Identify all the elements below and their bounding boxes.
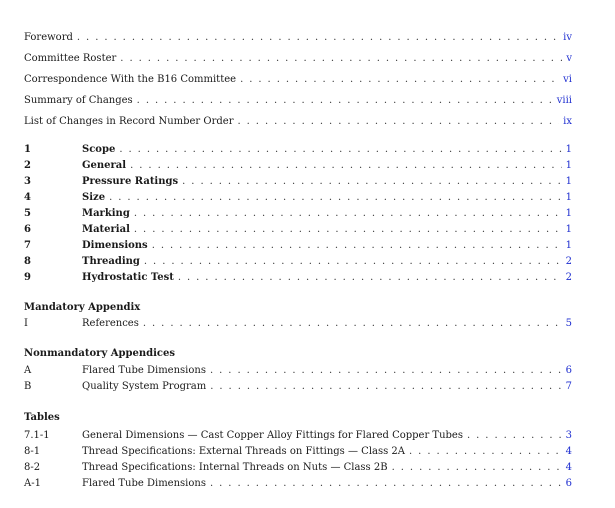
leader-dots [134,207,562,220]
entry-page-link[interactable]: iv [563,32,572,43]
leader-dots [409,445,562,458]
section-page-link[interactable]: 1 [565,176,572,187]
section-number: 2 [24,160,31,171]
toc-entry-committee-roster[interactable] [24,52,572,65]
toc-entry-list-of-changes[interactable] [24,115,572,128]
toc-table-7-1-1[interactable] [24,429,572,442]
appendix-label: Flared Tube Dimensions [82,365,206,376]
leader-dots [152,239,562,252]
appendix-page-link[interactable]: 7 [565,381,572,392]
table-number: 7.1-1 [24,430,50,441]
table-label: Thread Specifications: Internal Threads on Nuts — Class 2B [82,462,388,473]
leader-dots [210,364,562,377]
section-label: Dimensions [82,240,148,251]
toc-section-7[interactable] [24,239,572,252]
table-number: 8-1 [24,446,41,457]
entry-label: List of Changes in Record Number Order [24,116,234,127]
leader-dots [130,159,562,172]
appendix-label: References [82,318,139,329]
toc-section-4[interactable] [24,191,572,204]
toc-section-8[interactable] [24,255,572,268]
appendix-number: B [24,381,32,392]
section-page-link[interactable]: 1 [565,224,572,235]
section-label: Scope [82,144,116,155]
table-page-link[interactable]: 6 [565,478,572,489]
mandatory-appendix-heading: Mandatory Appendix [24,302,141,313]
table-page-link[interactable]: 4 [565,446,572,457]
appendix-page-link[interactable]: 6 [565,365,572,376]
toc-section-9[interactable] [24,271,572,284]
leader-dots [143,317,562,330]
section-label: Size [82,192,106,203]
entry-label: Summary of Changes [24,95,133,106]
leader-dots [178,271,562,284]
leader-dots [144,255,562,268]
appendix-number: I [24,318,28,329]
table-page-link[interactable]: 3 [565,430,572,441]
section-page-link[interactable]: 1 [565,240,572,251]
leader-dots [210,380,561,393]
tables-heading: Tables [24,412,60,423]
section-label: Marking [82,208,130,219]
leader-dots [392,461,562,474]
table-number: 8-2 [24,462,41,473]
table-label: Thread Specifications: External Threads on Fittings — Class 2A [82,446,406,457]
section-page-link[interactable]: 2 [565,256,572,267]
nonmandatory-appendices-heading: Nonmandatory Appendices [24,348,175,359]
toc-section-1[interactable] [24,143,572,156]
toc-section-3[interactable] [24,175,572,188]
section-page-link[interactable]: 1 [565,208,572,219]
entry-label: Committee Roster [24,53,117,64]
toc-appendix-b[interactable] [24,380,572,393]
section-label: Pressure Ratings [82,176,179,187]
toc-entry-foreword[interactable] [24,31,572,44]
section-number: 6 [24,224,31,235]
section-label: General [82,160,127,171]
leader-dots [237,115,559,128]
toc-entry-summary-of-changes[interactable] [24,94,572,107]
entry-page-link[interactable]: viii [556,95,572,106]
appendix-number: A [24,365,32,376]
entry-label: Correspondence With the B16 Committee [24,74,237,85]
leader-dots [240,73,559,86]
leader-dots [77,31,559,44]
table-page-link[interactable]: 4 [565,462,572,473]
leader-dots [119,143,561,156]
section-number: 8 [24,256,31,267]
toc-appendix-a[interactable] [24,364,572,377]
leader-dots [120,52,562,65]
table-label: General Dimensions — Cast Copper Alloy Fittings for Flared Copper Tubes [82,430,463,441]
toc-section-6[interactable] [24,223,572,236]
section-page-link[interactable]: 2 [565,272,572,283]
section-label: Threading [82,256,140,267]
leader-dots [137,94,553,107]
section-number: 7 [24,240,31,251]
leader-dots [210,477,562,490]
toc-section-5[interactable] [24,207,572,220]
table-number: A-1 [24,478,41,489]
toc-table-a-1[interactable] [24,477,572,490]
section-number: 3 [24,176,31,187]
leader-dots [109,191,562,204]
entry-page-link[interactable]: v [566,53,572,64]
leader-dots [134,223,562,236]
section-number: 1 [24,144,31,155]
toc-appendix-i[interactable] [24,317,572,330]
toc-table-8-2[interactable] [24,461,572,474]
section-number: 4 [24,192,31,203]
table-label: Flared Tube Dimensions [82,478,206,489]
section-page-link[interactable]: 1 [565,144,572,155]
section-number: 9 [24,272,31,283]
leader-dots [182,175,562,188]
appendix-label: Quality System Program [82,381,207,392]
leader-dots [467,429,562,442]
entry-page-link[interactable]: ix [563,116,572,127]
section-label: Hydrostatic Test [82,272,174,283]
toc-section-2[interactable] [24,159,572,172]
section-page-link[interactable]: 1 [565,160,572,171]
section-page-link[interactable]: 1 [565,192,572,203]
toc-entry-correspondence[interactable] [24,73,572,86]
appendix-page-link[interactable]: 5 [565,318,572,329]
section-label: Material [82,224,130,235]
entry-page-link[interactable]: vi [563,74,572,85]
section-number: 5 [24,208,31,219]
entry-label: Foreword [24,32,73,43]
toc-table-8-1[interactable] [24,445,572,458]
